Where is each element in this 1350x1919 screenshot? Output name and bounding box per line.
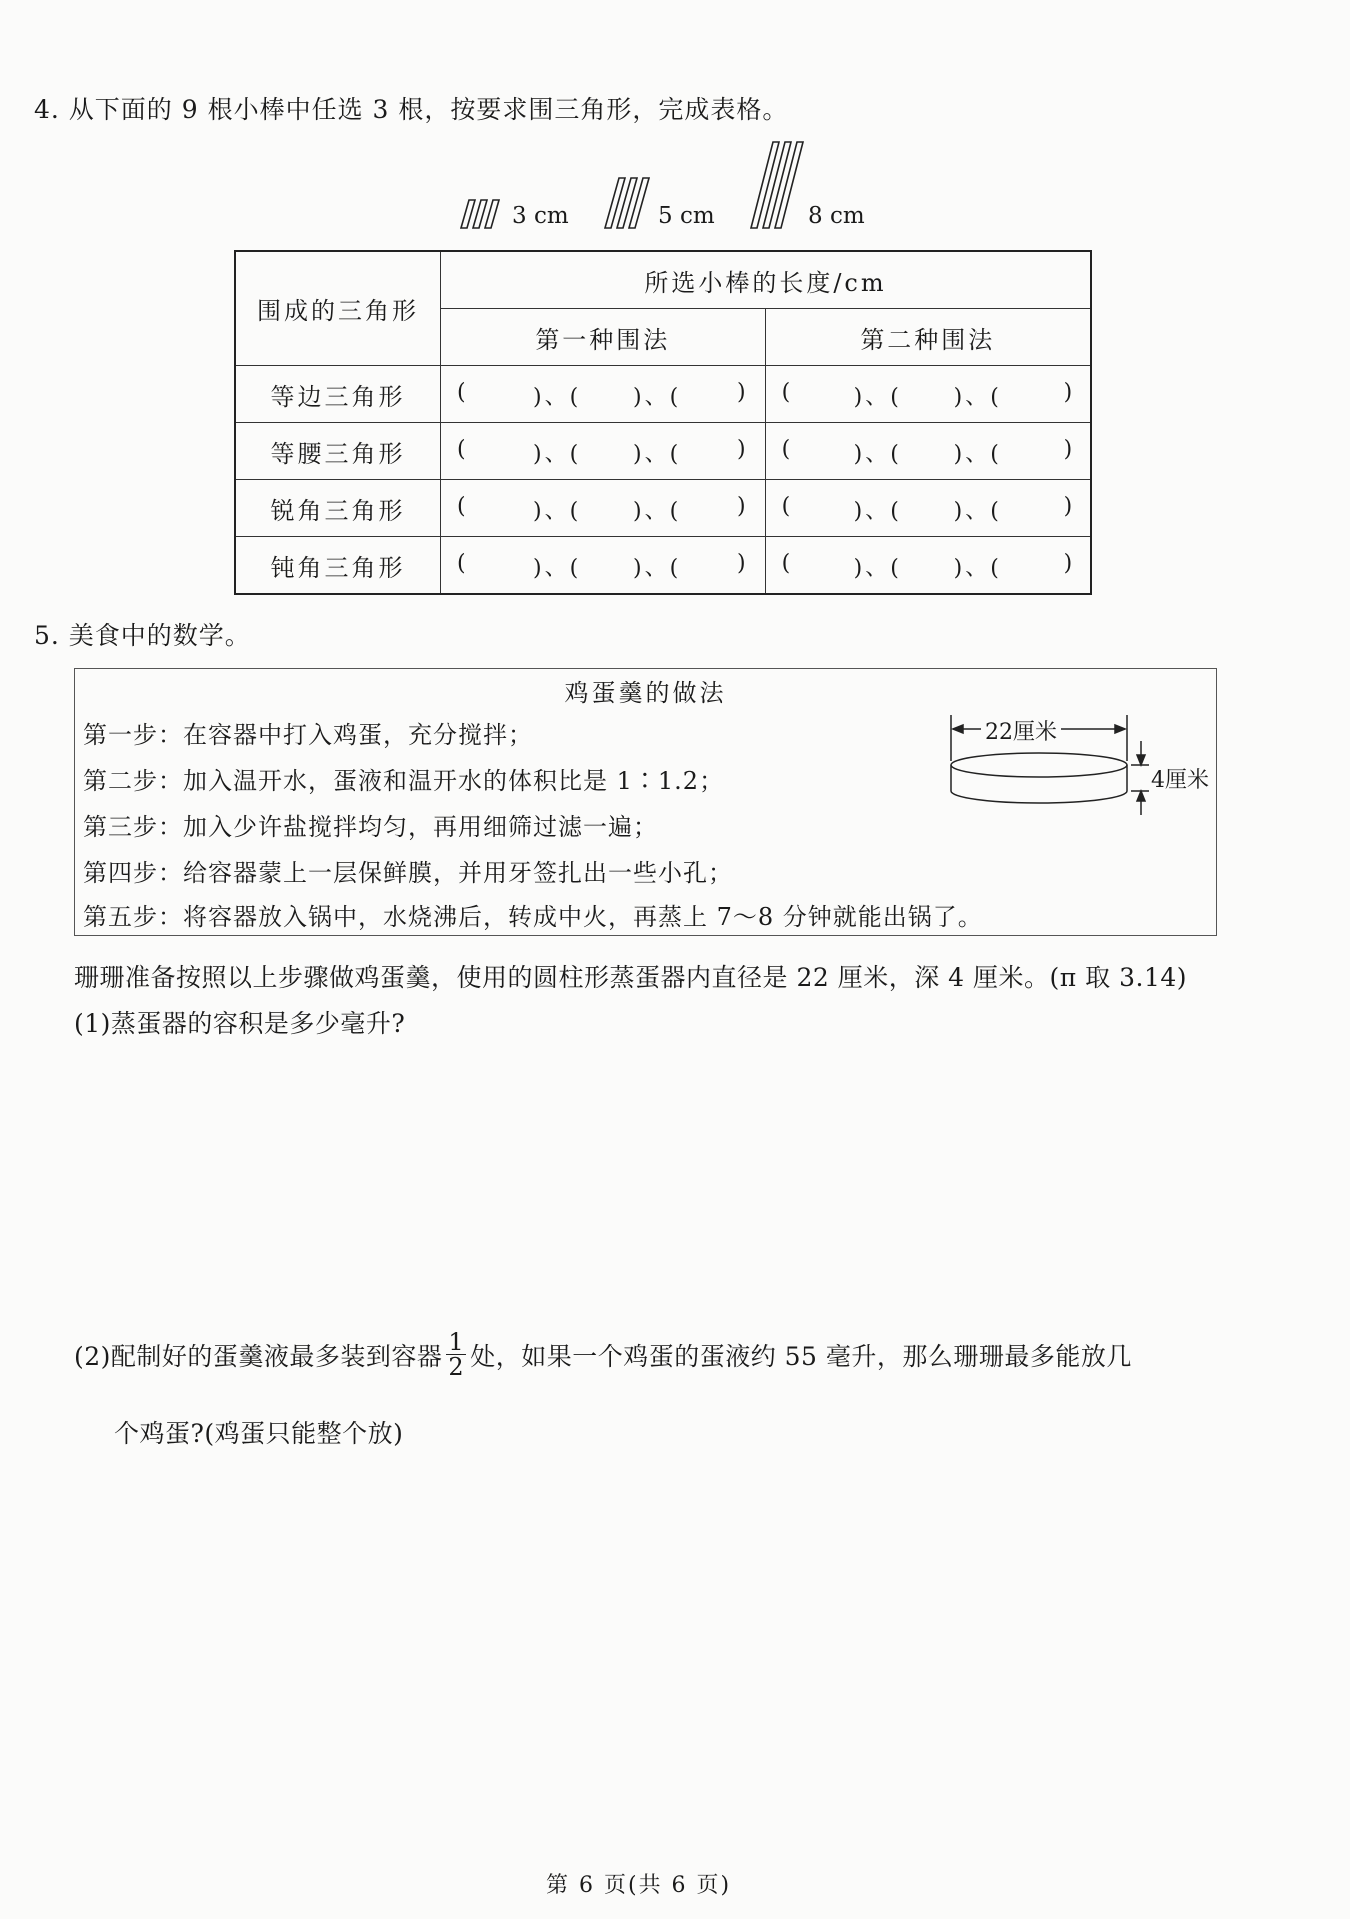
paren: ): [1063, 437, 1076, 462]
recipe-step-3: 第三步：加入少许盐搅拌均匀，再用细筛过滤一遍；: [83, 813, 658, 841]
answer-cell[interactable]: [765, 537, 1091, 595]
paren: )、(: [853, 499, 902, 524]
recipe-step-2: 第二步：加入温开水，蛋液和温开水的体积比是 1∶1.2；: [83, 767, 725, 795]
steamer-diagram: [943, 705, 1213, 835]
table-col-header-1: 第一种围法: [441, 309, 766, 366]
fraction-denominator: 2: [448, 1353, 465, 1381]
table-row: [235, 537, 1091, 595]
stick-label-8cm: 8 cm: [808, 203, 865, 229]
answer-cell[interactable]: [765, 366, 1091, 423]
answer-cell[interactable]: [765, 480, 1091, 537]
table-group-header: 所选小棒的长度/cm: [441, 251, 1092, 309]
row-label-obtuse: 钝角三角形: [235, 537, 441, 595]
stick-group-5cm: [605, 178, 649, 228]
q5-part2-after: 处，如果一个鸡蛋的蛋液约 55 毫升，那么珊珊最多能放几: [470, 1341, 1132, 1371]
paren: )、(: [853, 442, 902, 467]
paren: ): [1063, 380, 1076, 405]
depth-label: 4厘米: [1151, 768, 1209, 793]
paren: (: [457, 494, 469, 519]
fraction-one-half: [446, 1330, 466, 1379]
recipe-step-4: 第四步：给容器蒙上一层保鲜膜，并用牙签扎出一些小孔；: [83, 859, 733, 887]
paren: (: [457, 380, 469, 405]
paren: )、(: [853, 556, 902, 581]
paren: (: [781, 380, 794, 405]
answer-cell[interactable]: [441, 480, 766, 537]
paren: ): [1063, 551, 1076, 576]
paren: )、(: [533, 499, 582, 524]
q5-intro: 珊珊准备按照以上步骤做鸡蛋羹，使用的圆柱形蒸蛋器内直径是 22 厘米，深 4 厘米。(π 取 3.14): [74, 963, 1188, 992]
q5-title: 5. 美食中的数学。: [34, 621, 251, 650]
page-footer: 第 6 页(共 6 页): [546, 1873, 732, 1898]
paren: )、(: [953, 442, 1002, 467]
paren: )、(: [953, 499, 1002, 524]
q5-part2-line1: [74, 1330, 1132, 1379]
answer-cell[interactable]: [441, 423, 766, 480]
stick-group-3cm: [461, 200, 499, 228]
q5-part2-before: (2)配制好的蛋羹液最多装到容器: [74, 1341, 443, 1371]
recipe-step-1: 第一步：在容器中打入鸡蛋，充分搅拌；: [83, 721, 533, 749]
paren: )、(: [533, 556, 582, 581]
table-row: [235, 366, 1091, 423]
recipe-box: [74, 668, 1217, 936]
paren: ): [737, 380, 749, 405]
answer-cell[interactable]: [441, 366, 766, 423]
paren: (: [781, 551, 794, 576]
paren: (: [457, 437, 469, 462]
q5-part1: (1)蒸蛋器的容积是多少毫升?: [74, 1009, 406, 1038]
paren: )、(: [633, 442, 682, 467]
q4-title: 4. 从下面的 9 根小棒中任选 3 根，按要求围三角形，完成表格。: [34, 95, 789, 124]
stick-group-8cm: [751, 142, 803, 228]
paren: (: [457, 551, 469, 576]
table-row: [235, 423, 1091, 480]
stick-label-5cm: 5 cm: [658, 203, 715, 229]
stick-label-3cm: 3 cm: [512, 203, 569, 229]
paren: )、(: [533, 442, 582, 467]
row-label-acute: 锐角三角形: [235, 480, 441, 537]
table-corner-header: 围成的三角形: [235, 251, 441, 366]
triangle-table: [234, 250, 1092, 595]
paren: )、(: [953, 556, 1002, 581]
q5-part2-line2: 个鸡蛋?(鸡蛋只能整个放): [114, 1419, 404, 1448]
paren: )、(: [853, 385, 902, 410]
paren: )、(: [633, 556, 682, 581]
row-label-isosceles: 等腰三角形: [235, 423, 441, 480]
paren: )、(: [633, 499, 682, 524]
paren: (: [781, 437, 794, 462]
paren: ): [1063, 494, 1076, 519]
table-col-header-2: 第二种围法: [765, 309, 1091, 366]
table-row: [235, 480, 1091, 537]
paren: ): [737, 551, 749, 576]
diameter-label: 22厘米: [981, 715, 1061, 746]
paren: ): [737, 437, 749, 462]
paren: )、(: [633, 385, 682, 410]
paren: (: [781, 494, 794, 519]
paren: )、(: [953, 385, 1002, 410]
answer-cell[interactable]: [441, 537, 766, 595]
paren: )、(: [533, 385, 582, 410]
paren: ): [737, 494, 749, 519]
recipe-step-5: 第五步：将容器放入锅中，水烧沸后，转成中火，再蒸上 7～8 分钟就能出锅了。: [83, 903, 983, 931]
row-label-equilateral: 等边三角形: [235, 366, 441, 423]
answer-cell[interactable]: [765, 423, 1091, 480]
recipe-title: 鸡蛋羹的做法: [564, 679, 727, 707]
fraction-numerator: 1: [448, 1328, 465, 1356]
